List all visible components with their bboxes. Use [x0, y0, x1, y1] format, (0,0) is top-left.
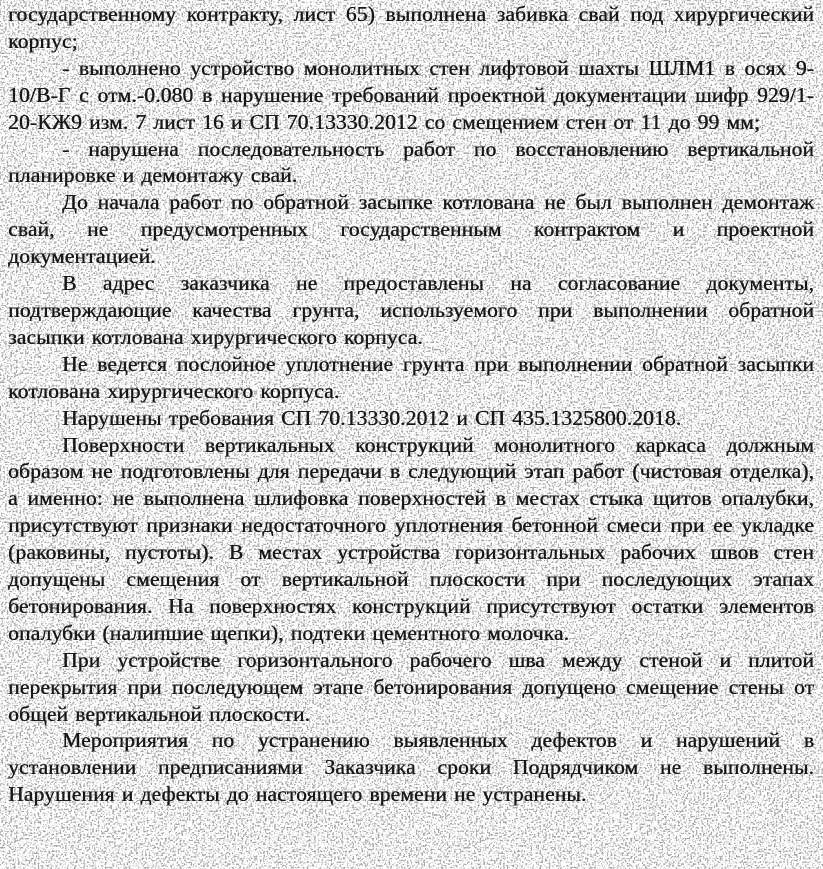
paragraph: Поверхности вертикальных конструкций монолитного каркаса должным образом не подготовлены для передачи в следующий этап работ (чистовая отделка), а именно: не выполнена шлифовка поверхностей в местах стыка щитов опалубки, присутствуют признаки недостаточного уплотнения бетонной смеси при ее укладке (раковины, пустоты). В местах устройства горизонтальных рабочих швов стен допущены смещения от вертикальной плоскости при последующих этапах бетонирования. На поверхностях конструкций присутствуют остатки элементов опалубки (налипшие щепки), подтеки цементного молочка.	[8, 432, 814, 645]
paragraph: Не ведется послойное уплотнение грунта при выполнении обратной засыпки котлована хирургического корпуса.	[8, 351, 814, 403]
paragraph: При устройстве горизонтального рабочего шва между стеной и плитой перекрытия при последующем этапе бетонирования допущено смещение стены от общей вертикальной плоскости.	[8, 647, 814, 726]
paragraph: - выполнено устройство монолитных стен лифтовой шахты ШЛМ1 в осях 9-10/В-Г с отм.-0.080 в нарушение требований проектной документации шифр 929/1-20-КЖ9 изм. 7 лист 16 и СП 70.13330.2012 со смещением стен от 11 до 99 мм;	[8, 55, 814, 134]
paragraph: До начала работ по обратной засыпке котлована не был выполнен демонтаж свай, не предусмотренных государственным контрактом и проектной документацией.	[8, 190, 814, 269]
paragraph: государственному контракту, лист 65) выполнена забивка свай под хирургический корпус;	[8, 2, 814, 53]
paragraph: В адрес заказчика не предоставлены на согласование документы, подтверждающие качества грунта, используемого при выполнении обратной засыпки котлована хирургического корпуса.	[8, 271, 814, 349]
document-text	[8, 1, 814, 808]
paragraph: Мероприятия по устранению выявленных дефектов и нарушений в установлении предписаниями Заказчика сроки Подрядчиком не выполнены. Нарушения и дефекты до настоящего времени не устранены.	[8, 728, 814, 807]
paragraph: Нарушены требования СП 70.13330.2012 и СП 435.1325800.2018.	[62, 405, 682, 430]
paragraph: - нарушена последовательность работ по восстановлению вертикальной планировке и демонтажу свай.	[8, 136, 814, 188]
